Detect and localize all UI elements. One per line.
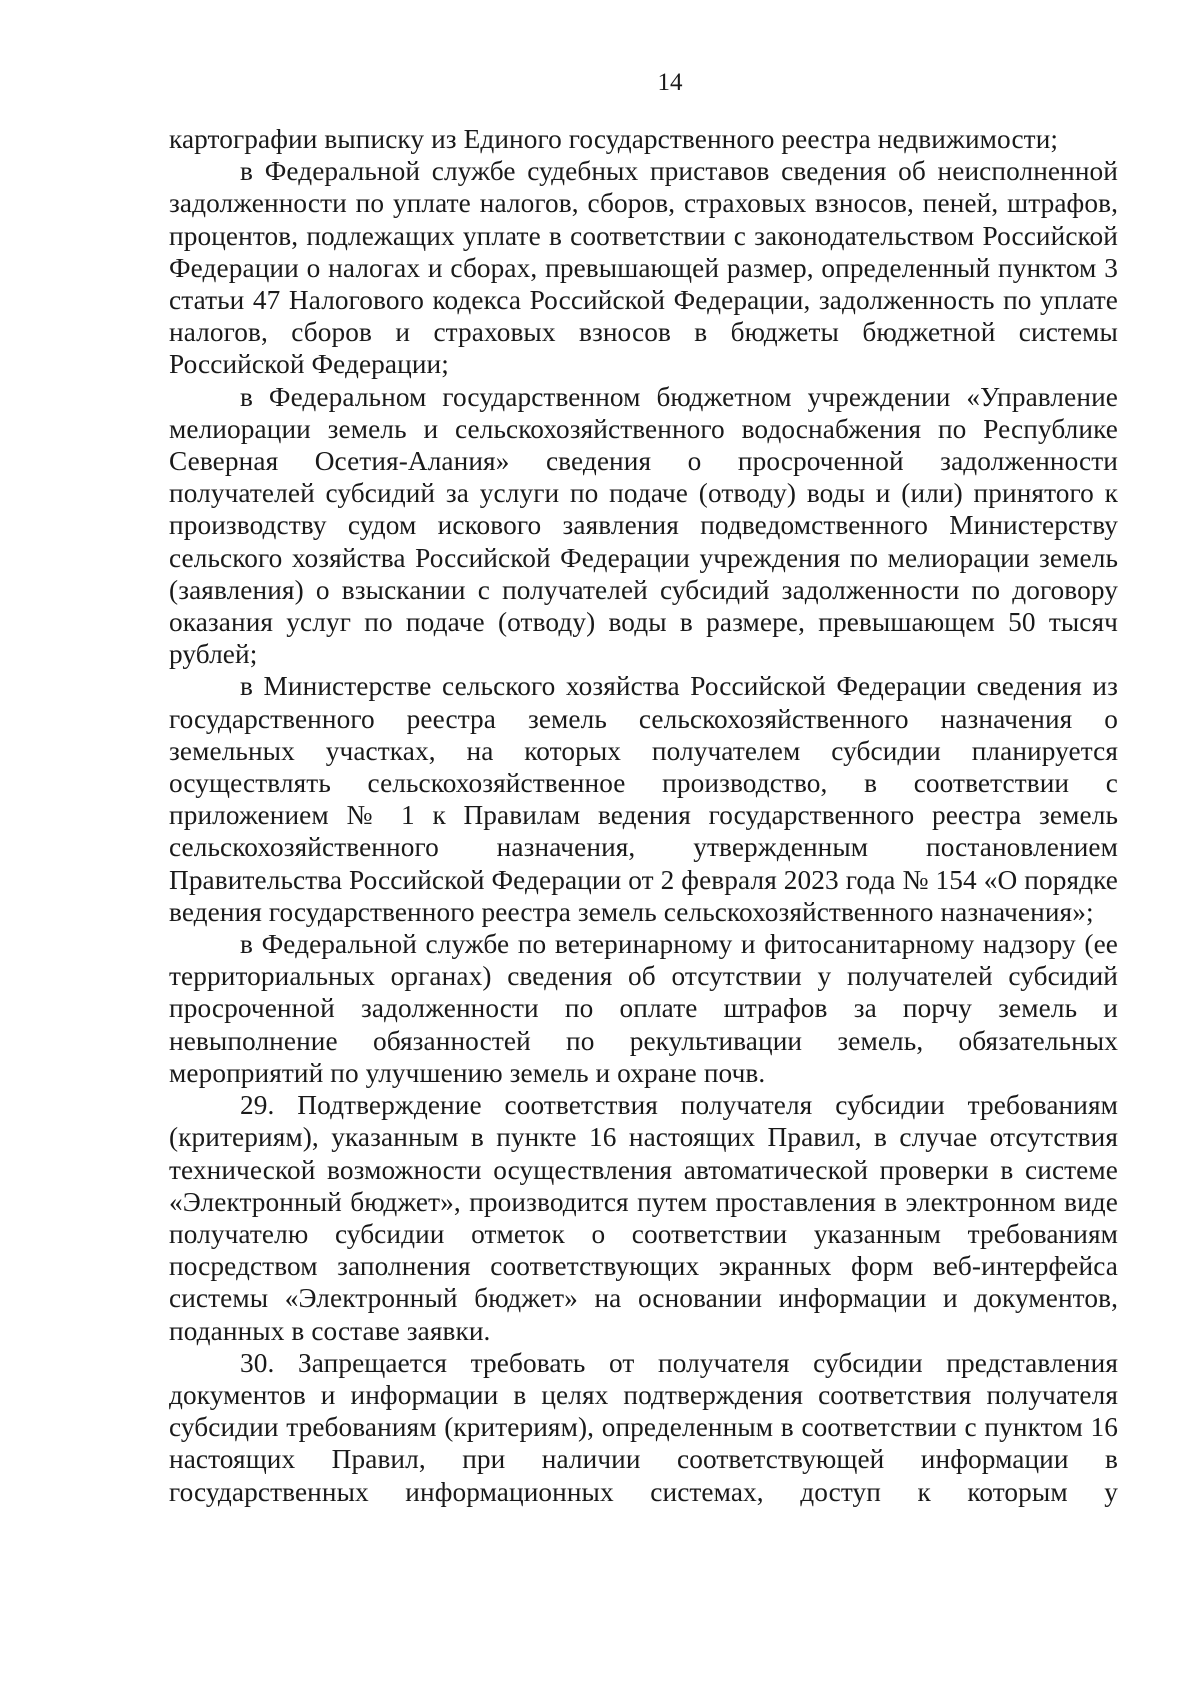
paragraph-veterinary-service: в Федеральной службе по ветеринарному и фитосанитарному надзору (ее территориальных органах) сведения об отсутствии у получателей субсидий просроченной задолженности по оплате штрафов за порчу земель и невыполнение обязанностей по рекультивации земель, обязательных мероприятий по улучшению земель и охране почв. <box>169 929 1118 1088</box>
document-body <box>169 123 1118 1508</box>
paragraph-cadastre-extract: картографии выписку из Единого государственного реестра недвижимости; <box>169 124 1059 154</box>
paragraph-ministry-of-agriculture: в Министерстве сельского хозяйства Российской Федерации сведения из государственного реестра земель сельскохозяйственного назначения о земельных участках, на которых получателем субсидии планируется осуществлять сельскохозяйственное производство, в соответствии с приложением № 1 к Правилам ведения государственного реестра земель сельскохозяйственного назначения, утвержденным постановлением Правительства Российской Федерации от 2 февраля 2023 года № 154 «О порядке ведения государственного реестра земель сельскохозяйственного назначения»; <box>169 671 1118 927</box>
paragraph-item-30: 30. Запрещается требовать от получателя субсидии представления документов и информации в целях подтверждения соответствия получателя субсидии требованиям (критериям), определенным в соответствии с пунктом 16 настоящих Правил, при наличии соответствующей информации в государственных информационных системах, доступ к которым у <box>169 1347 1118 1507</box>
paragraph-item-29: 29. Подтверждение соответствия получателя субсидии требованиям (критериям), указанным в пункте 16 настоящих Правил, в случае отсутствия технической возможности осуществления автоматической проверки в системе «Электронный бюджет», производится путем проставления в электронном виде получателю субсидии отметок о соответствии указанным требованиям посредством заполнения соответствующих экранных форм веб-интерфейса системы «Электронный бюджет» на основании информации и документов, поданных в составе заявки. <box>169 1090 1118 1346</box>
paragraph-melioration-institution: в Федеральном государственном бюджетном учреждении «Управление мелиорации земель и сельскохозяйственного водоснабжения по Республике Северная Осетия-Алания» сведения о просроченной задолженности получателей субсидий за услуги по подаче (отводу) воды и (или) принятого к производству судом искового заявления подведомственного Министерству сельского хозяйства Российской Федерации учреждения по мелиорации земель (заявления) о взыскании с получателей субсидий задолженности по договору оказания услуг по подаче (отводу) воды в размере, превышающем 50 тысяч рублей; <box>169 381 1118 670</box>
paragraph-bailiffs-service: в Федеральной службе судебных приставов сведения об неисполненной задолженности по уплате налогов, сборов, страховых взносов, пеней, штрафов, процентов, подлежащих уплате в соответствии с законодательством Российской Федерации о налогах и сборах, превышающей размер, определенный пунктом 3 статьи 47 Налогового кодекса Российской Федерации, задолженность по уплате налогов, сборов и страховых взносов в бюджеты бюджетной системы Российской Федерации; <box>169 156 1118 380</box>
page-number: 14 <box>657 69 683 96</box>
